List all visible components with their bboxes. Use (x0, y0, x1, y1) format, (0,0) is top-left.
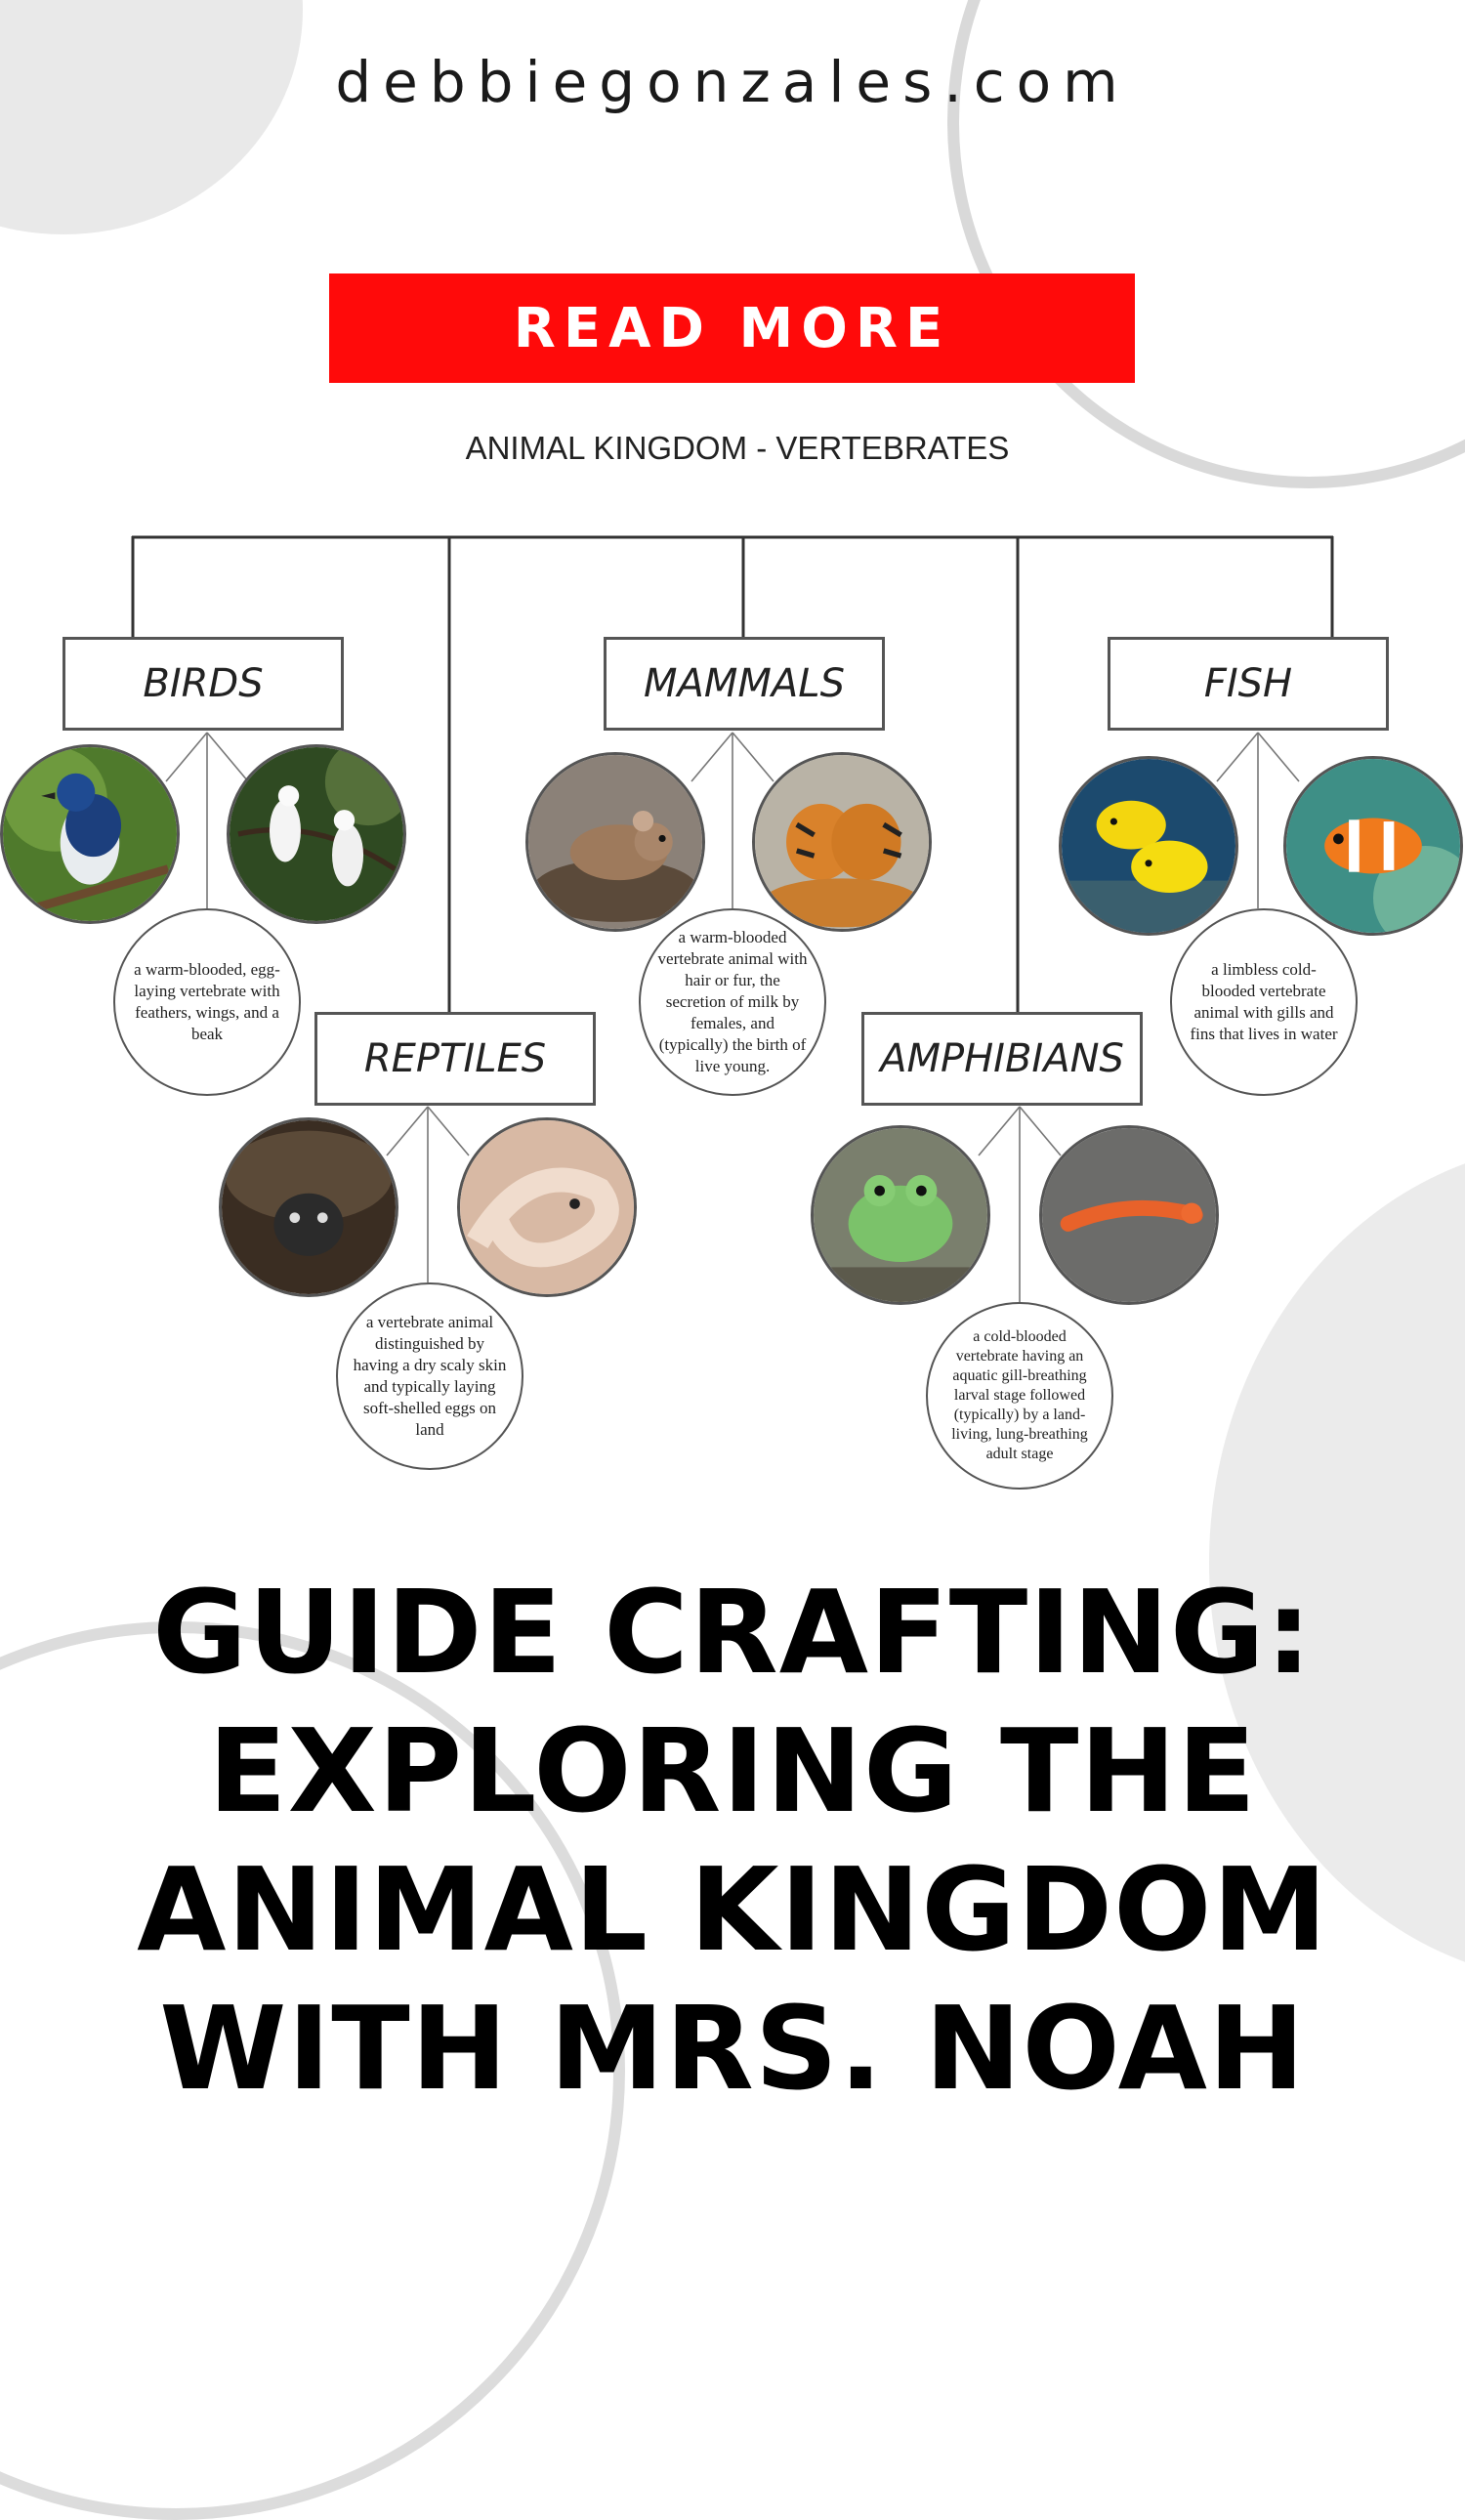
category-fish: FISH (1108, 637, 1389, 731)
snake-photo (457, 1117, 637, 1297)
reptiles-description: a vertebrate animal distinguished by having a dry scaly skin and typically laying soft-shelled eggs on land (336, 1282, 523, 1470)
read-more-button[interactable]: READ MORE (329, 273, 1135, 383)
category-reptiles: REPTILES (314, 1012, 596, 1106)
mammals-description: a warm-blooded vertebrate animal with hair or fur, the secretion of milk by females, and (typically) the birth of live young. (639, 908, 826, 1096)
headline-line-4: WITH MRS. NOAH (159, 1981, 1306, 2116)
category-birds: BIRDS (63, 637, 344, 731)
turtle-photo (219, 1117, 398, 1297)
clownfish-photo (1283, 756, 1463, 936)
diagram-title: ANIMAL KINGDOM - VERTEBRATES (465, 430, 1010, 466)
headline (0, 1563, 1465, 2118)
yellow-fish-photo (1059, 756, 1238, 936)
headline-line-3: ANIMAL KINGDOM (137, 1842, 1328, 1977)
site-url[interactable]: debbiegonzales.com (335, 49, 1130, 115)
headline-line-2: EXPLORING THE (208, 1703, 1257, 1838)
newt-photo (1039, 1125, 1219, 1305)
category-amphibians: AMPHIBIANS (861, 1012, 1143, 1106)
mouse-photo (525, 752, 705, 932)
headline-line-1: GUIDE CRAFTING: (152, 1565, 1313, 1700)
white-birds-photo (227, 744, 406, 924)
amphibians-description: a cold-blooded vertebrate having an aquatic gill-breathing larval stage followed (typically) by a land-living, lung-breathing adult stage (926, 1302, 1113, 1490)
fish-description: a limbless cold-blooded vertebrate animal with gills and fins that lives in water (1170, 908, 1358, 1096)
tigers-photo (752, 752, 932, 932)
category-mammals: MAMMALS (604, 637, 885, 731)
frog-photo (811, 1125, 990, 1305)
blue-bird-photo (0, 744, 180, 924)
birds-description: a warm-blooded, egg-laying vertebrate with feathers, wings, and a beak (113, 908, 301, 1096)
